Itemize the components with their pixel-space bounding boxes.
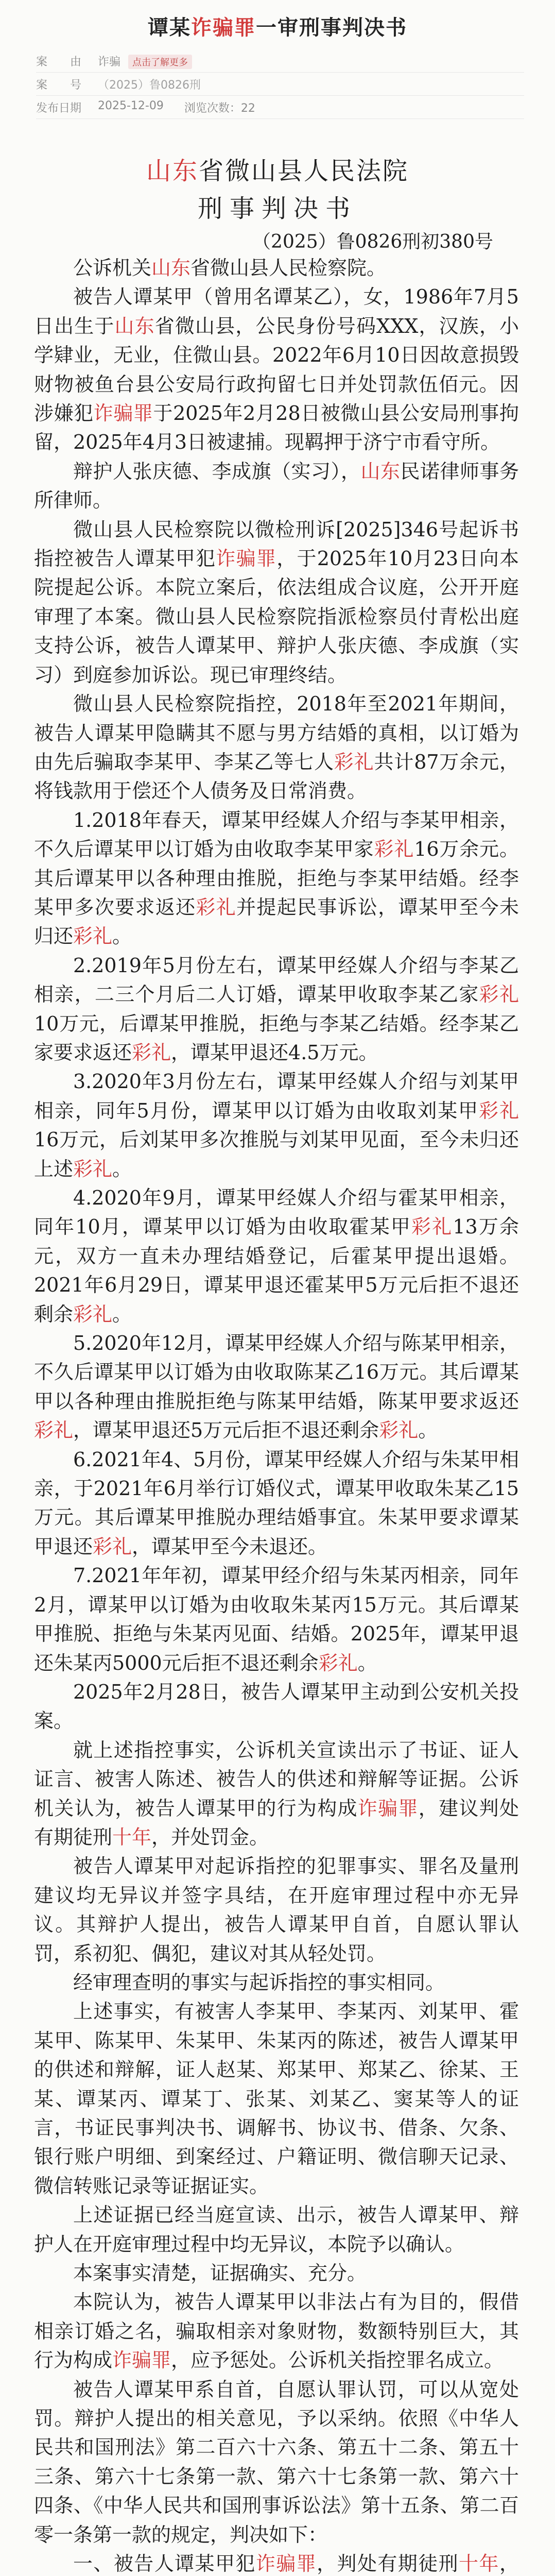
meta-row-date — [36, 96, 524, 119]
meta-label-caseno: 案 号 — [36, 78, 82, 92]
paragraph: 微山县人民检察院以微检刑诉[2025]346号起诉书指控被告人谭某甲犯诈骗罪，于2025年10月23日向本院提起公诉。本院立案后，依法组成合议庭，公开开庭审理了本案。微山县人民检察院指派检察员付青松出庭支持公诉，被告人谭某甲、辩护人张庆德、李成旗（实习）到庭参加诉讼。现已审理终结。 — [34, 518, 519, 686]
highlighted-term: 彩礼 — [93, 1535, 132, 1558]
view-count: 22 — [240, 101, 255, 115]
highlighted-term: 彩礼 — [479, 1099, 519, 1122]
paragraph: 本院认为，被告人谭某甲以非法占有为目的，假借相亲订婚之名，骗取相亲对象财物，数额特别巨大，其行为构成诈骗罪，应予惩处。公诉机关指控罪名成立。 — [34, 2291, 519, 2372]
highlighted-term: 诈骗罪 — [357, 1797, 419, 1820]
view-count-group: 浏览次数：22 — [184, 101, 255, 115]
meta-label-cause: 案 由 — [36, 55, 82, 69]
highlighted-term: 诈骗罪 — [112, 2349, 171, 2372]
paragraph: 微山县人民检察院指控，2018年至2021年期间，被告人谭某甲隐瞒其不愿与男方结婚的真相，以订婚为由先后骗取李某甲、李某乙等七人彩礼共计87万余元，将钱款用于偿还个人债务及日常消费。 — [34, 692, 519, 803]
highlighted-term: 彩礼 — [132, 1041, 171, 1064]
paragraph: 4.2020年9月，谭某甲经媒人介绍与霍某甲相亲，同年10月，谭某甲以订婚为由收取霍某甲彩礼13万余元，双方一直未办理结婚登记，后霍某甲提出退婚。2021年6月29日，谭某甲退还霍某甲5万元后拒不退还剩余彩礼。 — [34, 1187, 519, 1326]
highlighted-term: 彩礼 — [196, 895, 237, 919]
paragraph: 上述证据已经当庭宣读、出示，被告人谭某甲、辩护人在开庭审理过程中均无异议，本院予以确认。 — [34, 2204, 519, 2256]
paragraph: 上述事实，有被害人李某甲、李某丙、刘某甲、霍某甲、陈某甲、朱某甲、朱某丙的陈述，被告人谭某甲的供述和辩解，证人赵某、郑某甲、郑某乙、徐某、王某、谭某丙、谭某丁、张某、刘某乙、窦某等人的证言，书证民事判决书、调解书、协议书、借条、欠条、银行账户明细、到案经过、户籍证明、微信聊天记录、微信转账记录等证据证实。 — [34, 2000, 519, 2197]
title-keyword: 诈骗罪 — [191, 15, 256, 40]
paragraph: 5.2020年12月，谭某甲经媒人介绍与陈某甲相亲，不久后谭某甲以订婚为由收取陈某乙16万元。其后谭某甲以各种理由推脱拒绝与陈某甲结婚，陈某甲要求返还彩礼，谭某甲退还5万元后拒不退还剩余彩礼。 — [34, 1332, 519, 1442]
paragraph: 2.2019年5月份左右，谭某甲经媒人介绍与李某乙相亲，二三个月后二人订婚，谭某甲收取李某乙家彩礼10万元，后谭某甲推脱，拒绝与李某乙结婚。经李某乙家要求返还彩礼，谭某甲退还4.5万元。 — [34, 954, 519, 1064]
highlighted-term: 彩礼 — [73, 925, 113, 948]
paragraph: 被告人谭某甲对起诉指控的犯罪事实、罪名及量刑建议均无异议并签字具结，在开庭审理过程中亦无异议。其辩护人提出，被告人谭某甲自首，自愿认罪认罚，系初犯、偶犯，建议对其从轻处罚。 — [34, 1855, 519, 1965]
meta-value-cause — [98, 53, 524, 69]
highlighted-term: 彩礼 — [73, 1302, 113, 1326]
paragraph: 辩护人张庆德、李成旗（实习），山东民诺律师事务所律师。 — [34, 460, 519, 512]
court-name-rest: 省微山县人民法院 — [199, 157, 409, 185]
highlighted-term: 十年 — [112, 1825, 152, 1849]
paragraph: 1.2018年春天，谭某甲经媒人介绍与李某甲相亲，不久后谭某甲以订婚为由收取李某甲家彩礼16万余元。其后谭某甲以各种理由推脱，拒绝与李某甲结婚。经李某甲多次要求返还彩礼并提起民事诉讼，谭某甲至今未归还彩礼。 — [34, 808, 519, 948]
case-number: （2025）鲁0826刑初380号 — [252, 231, 493, 252]
highlighted-term: 彩礼 — [479, 983, 519, 1006]
paragraph: 被告人谭某甲系自首，自愿认罪认罚，可以从宽处罚。辩护人提出的相关意见，予以采纳。依照《中华人民共和国刑法》第二百六十六条、第五十二条、第五十三条、第六十七条第一款、第六十七条第一款、第六十四条、《中华人民共和国刑事诉讼法》第十五条、第二百零一条第一款的规定，判决如下： — [34, 2378, 519, 2546]
highlighted-term: 彩礼 — [379, 1419, 419, 1442]
paragraph: 被告人谭某甲（曾用名谭某乙），女，1986年7月5日出生于山东省微山县，公民身份号码XXX，汉族，小学肄业，无业，住微山县。2022年6月10日因故意损毁财物被鱼台县公安局行政拘留七日并处罚款伍佰元。因涉嫌犯诈骗罪于2025年2月28日被微山县公安局刑事拘留，2025年4月3日被逮捕。现羁押于济宁市看守所。 — [34, 285, 519, 454]
highlighted-term: 彩礼 — [34, 1419, 74, 1442]
paragraph: 3.2020年3月份左右，谭某甲经媒人介绍与刘某甲相亲，同年5月份，谭某甲以订婚为由收取刘某甲彩礼16万元，后刘某甲多次推脱与刘某甲见面，至今未归还上述彩礼。 — [34, 1070, 519, 1180]
highlighted-term: 诈骗罪 — [216, 547, 277, 570]
meta-label-date: 发布日期 — [36, 101, 82, 115]
meta-date-views — [98, 99, 524, 115]
highlighted-term: 彩礼 — [73, 1157, 113, 1180]
meta-row-caseno — [36, 73, 524, 96]
paragraph: 公诉机关山东省微山县人民检察院。 — [73, 257, 387, 279]
highlighted-term: 山东 — [360, 460, 401, 483]
highlighted-term: 彩礼 — [374, 838, 414, 861]
highlighted-term: 彩礼 — [318, 1651, 358, 1674]
paragraph: 6.2021年4、5月份，谭某甲经媒人介绍与朱某甲相亲，于2021年6月举行订婚仪式，谭某甲收取朱某乙15万元。其后谭某甲推脱办理结婚事宜。朱某甲要求谭某甲退还彩礼，谭某甲至今未退还。 — [34, 1448, 519, 1558]
view-count-label: 浏览次数 — [184, 101, 230, 115]
meta-value-caseno: （2025）鲁0826刑 — [98, 78, 201, 92]
court-region: 山东 — [146, 157, 199, 185]
highlighted-term: 诈骗罪 — [255, 2552, 317, 2575]
paragraph: 就上述指控事实，公诉机关宣读出示了书证、证人证言、被害人陈述、被告人的供述和辩解等证据。公诉机关认为，被告人谭某甲的行为构成诈骗罪，建议判处有期徒刑十年，并处罚金。 — [34, 1738, 519, 1849]
publish-date: 2025-12-09 — [98, 99, 164, 112]
highlighted-term: 诈骗罪 — [93, 402, 153, 425]
highlighted-term: 彩礼 — [411, 1215, 453, 1239]
document-title — [0, 0, 555, 46]
court-name — [0, 151, 555, 187]
case-metadata — [0, 46, 555, 119]
highlighted-term: 彩礼 — [334, 750, 374, 773]
highlighted-term: 山东 — [114, 314, 155, 337]
paragraph: 7.2021年年初，谭某甲经介绍与朱某丙相亲，同年2月，谭某甲以订婚为由收取朱某丙15万元。其后谭某甲推脱、拒绝与朱某丙见面、结婚。2025年，谭某甲退还朱某丙5000元后拒不退还剩余彩礼。 — [34, 1564, 519, 1674]
title-prefix: 谭某 — [148, 15, 191, 40]
judgment-body — [0, 253, 555, 2576]
paragraph: 2025年2月28日，被告人谭某甲主动到公安机关投案。 — [34, 1680, 519, 1733]
paragraph: 经审理查明的事实与起诉指控的事实相同。 — [73, 1971, 445, 1994]
paragraph: 一、被告人谭某甲犯诈骗罪，判处有期徒刑十年， — [73, 2552, 519, 2575]
document-type-heading: 刑事判决书 — [197, 194, 357, 223]
paragraph: 本案事实清楚，证据确实、充分。 — [73, 2262, 367, 2285]
learn-more-badge[interactable]: 点击了解更多 — [128, 55, 192, 69]
highlighted-term: 山东 — [151, 257, 191, 279]
cause-value: 诈骗 — [98, 55, 121, 69]
title-suffix: 一审刑事判决书 — [256, 15, 407, 40]
highlighted-term: 十年 — [459, 2552, 499, 2575]
meta-row-cause — [36, 49, 524, 73]
